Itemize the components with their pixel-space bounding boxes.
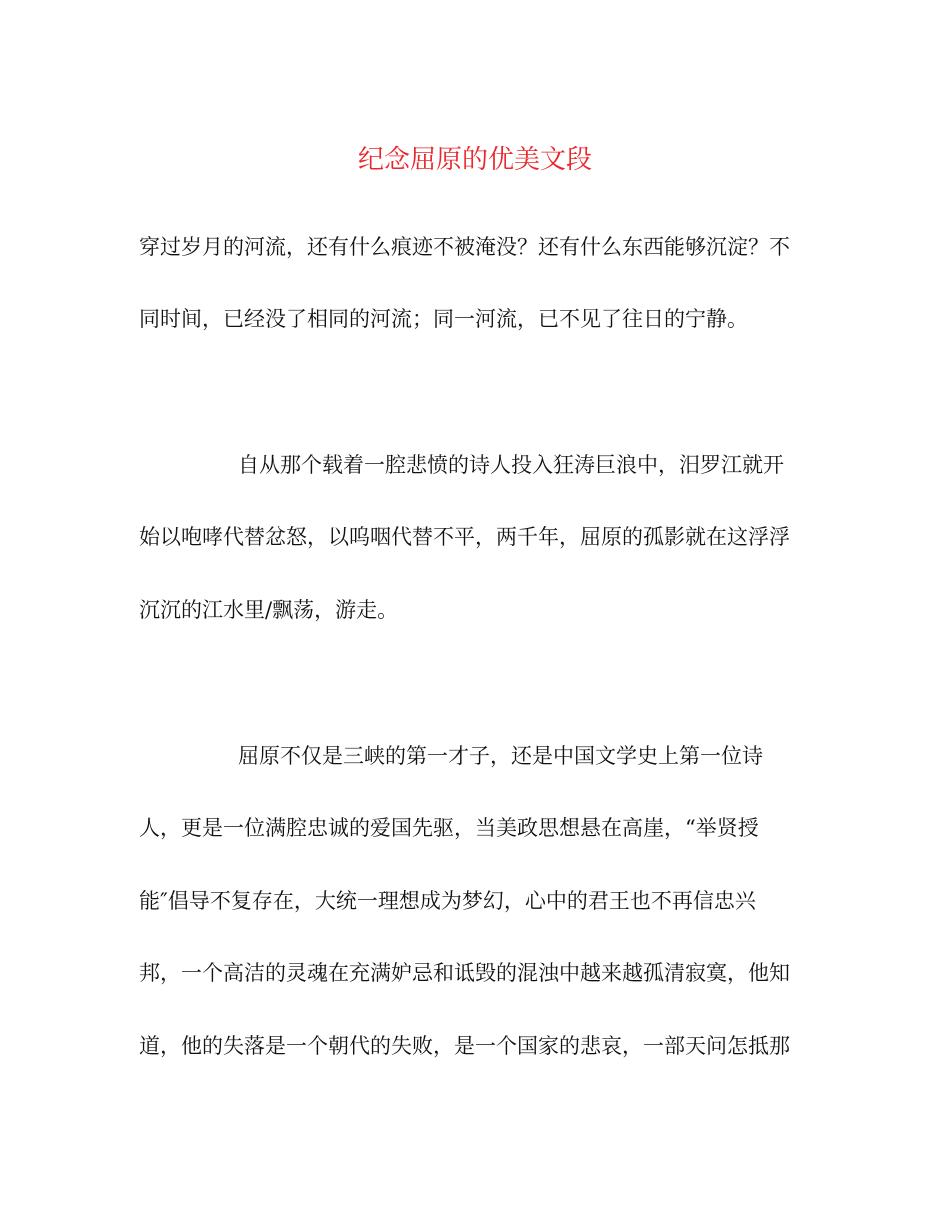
- page-title: 纪念屈原的优美文段: [357, 145, 592, 175]
- paragraph-2-line-1: 自从那个载着一腔悲愤的诗人投入狂涛巨浪中，汨罗江就开: [238, 453, 784, 477]
- paragraph-1-line-1: 穿过岁月的河流，还有什么痕迹不被淹没？还有什么东西能够沉淀？不: [139, 235, 790, 259]
- paragraph-3-line-1: 屈原不仅是三峡的第一才子，还是中国文学史上第一位诗: [238, 744, 763, 768]
- paragraph-1-line-2: 同时间，已经没了相同的河流；同一河流，已不见了往日的宁静。: [139, 307, 748, 331]
- paragraph-2-line-2: 始以咆哮代替忿怒，以呜咽代替不平，两千年，屈原的孤影就在这浮浮: [139, 525, 790, 549]
- paragraph-3-line-4: 邦，一个高洁的灵魂在充满妒忌和诋毁的混浊中越来越孤清寂寞，他知: [139, 961, 790, 985]
- paragraph-3-line-2: 人，更是一位满腔忠诚的爱国先驱，当美政思想悬在高崖，“举贤授: [139, 816, 759, 840]
- paragraph-2-line-3: 沉沉的江水里/飘荡，游走。: [139, 598, 399, 622]
- paragraph-3-line-5: 道，他的失落是一个朝代的失败，是一个国家的悲哀，一部天问怎抵那: [139, 1034, 790, 1058]
- paragraph-3-line-3: 能″倡导不复存在，大统一理想成为梦幻，心中的君王也不再信忠兴: [139, 889, 756, 913]
